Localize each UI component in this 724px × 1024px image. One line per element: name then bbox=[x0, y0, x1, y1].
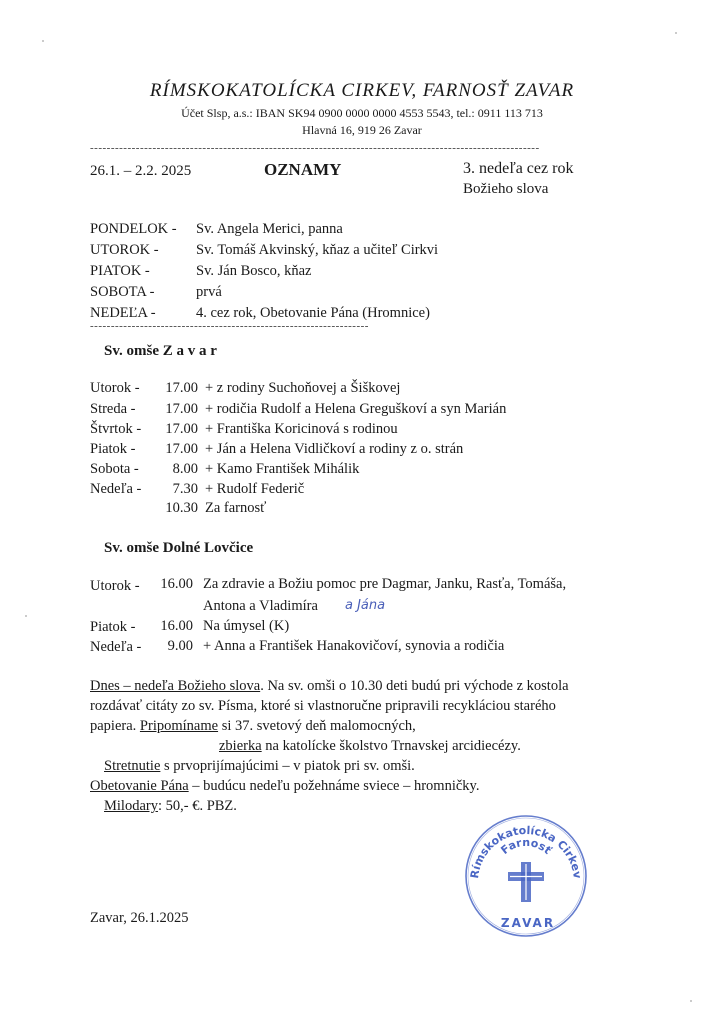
mass-day: Streda - bbox=[90, 401, 136, 417]
notice-line bbox=[90, 678, 569, 695]
mass-intention: Na úmysel (K) bbox=[203, 618, 290, 634]
mass-intention: + Anna a František Hanakovičoví, synovia a rodičia bbox=[203, 638, 505, 654]
notice-keyword: Pripomíname bbox=[139, 718, 219, 734]
mass-intention: + Františka Koricinová s rodinou bbox=[205, 421, 398, 437]
mass-time: 7.30 bbox=[172, 481, 198, 497]
bank-line: Účet Slsp, a.s.: IBAN SK94 0900 0000 0000 4553 5543, tel.: 0911 113 713 bbox=[181, 106, 543, 120]
feasts-separator: ------------------------------------------------------------------- bbox=[90, 320, 369, 332]
feast-day: NEDEĽA - bbox=[90, 305, 156, 321]
feast-text: Sv. Angela Merici, panna bbox=[196, 221, 343, 237]
notice-line bbox=[219, 738, 521, 755]
stamp-inner-text: Farnosť bbox=[498, 835, 554, 857]
document-title: OZNAMY bbox=[264, 160, 342, 179]
date-place: Zavar, 26.1.2025 bbox=[90, 910, 189, 926]
sunday-name: 3. nedeľa cez rok bbox=[463, 160, 574, 177]
notice-text: na katolícke školstvo Trnavskej arcidiecézy. bbox=[261, 738, 521, 754]
notice-line bbox=[90, 718, 416, 735]
mass-day: Nedeľa - bbox=[90, 639, 142, 655]
mass-intention: + rodičia Rudolf a Helena Greguškoví a syn Marián bbox=[205, 401, 507, 417]
notice-keyword: zbierka bbox=[219, 738, 262, 754]
parish-title: RÍMSKOKATOLÍCKA CIRKEV, FARNOSŤ ZAVAR bbox=[149, 80, 575, 101]
scan-speck bbox=[42, 40, 44, 42]
notice-line bbox=[90, 778, 480, 795]
mass-day: Piatok - bbox=[90, 619, 136, 635]
notice-text: – budúcu nedeľu požehnáme sviece – hromničky. bbox=[188, 778, 480, 794]
mass-day: Utorok - bbox=[90, 578, 140, 594]
mass-day: Nedeľa - bbox=[90, 481, 142, 497]
feast-day: PIATOK - bbox=[90, 263, 150, 279]
mass-intention: + Ján a Helena Vidličkoví a rodiny z o. strán bbox=[205, 441, 464, 457]
stamp-arc-text: Rímskokatolícka Cirkev bbox=[468, 823, 584, 880]
mass-day: Utorok - bbox=[90, 380, 140, 396]
header-separator: ------------------------------------------------------------------------------------------------------------ bbox=[90, 142, 540, 154]
feast-text: prvá bbox=[196, 284, 222, 300]
scan-speck bbox=[690, 1000, 692, 1002]
sunday-subtitle: Božieho slova bbox=[463, 181, 549, 197]
mass-intention-continued: Antona a Vladimíra bbox=[203, 598, 318, 614]
feast-text: Sv. Tomáš Akvinský, kňaz a učiteľ Cirkvi bbox=[196, 242, 439, 258]
scan-speck bbox=[25, 615, 27, 617]
handwritten-addition: a Jána bbox=[345, 598, 386, 613]
mass-time: 9.00 bbox=[167, 638, 193, 654]
notice-line bbox=[104, 758, 415, 775]
notice-text: : 50,- €. PBZ. bbox=[157, 798, 237, 814]
mass-intention: Za farnosť bbox=[205, 500, 267, 516]
scan-speck bbox=[675, 32, 677, 34]
notice-text: papiera. bbox=[90, 718, 140, 734]
mass-day: Sobota - bbox=[90, 461, 139, 477]
mass-time: 17.00 bbox=[165, 421, 198, 437]
feast-text: 4. cez rok, Obetovanie Pána (Hromnice) bbox=[196, 305, 430, 321]
feast-day: SOBOTA - bbox=[90, 284, 155, 300]
mass-intention: + Kamo František Mihálik bbox=[205, 461, 360, 477]
notice-keyword: Dnes – nedeľa Božieho slova bbox=[90, 678, 261, 694]
mass-intention: + z rodiny Suchoňovej a Šiškovej bbox=[205, 380, 401, 396]
mass-intention: Za zdravie a Božiu pomoc pre Dagmar, Janku, Rasťa, Tomáša, bbox=[203, 576, 567, 592]
mass-time: 17.00 bbox=[165, 380, 198, 396]
notice-keyword: Milodary bbox=[104, 798, 158, 814]
notice-text: s prvoprijímajúcimi – v piatok pri sv. omši. bbox=[160, 758, 415, 774]
notice-line bbox=[104, 798, 237, 815]
feast-text: Sv. Ján Bosco, kňaz bbox=[196, 263, 312, 279]
zavar-masses-heading: Sv. omše Z a v a r bbox=[104, 343, 217, 359]
feast-day: UTOROK - bbox=[90, 242, 159, 258]
lovcice-masses-heading: Sv. omše Dolné Lovčice bbox=[104, 540, 254, 556]
mass-day: Piatok - bbox=[90, 441, 136, 457]
parish-stamp bbox=[462, 812, 590, 940]
mass-intention: + Rudolf Federič bbox=[205, 481, 305, 497]
stamp-bottom-text: ZAVAR bbox=[500, 916, 556, 930]
mass-time: 10.30 bbox=[165, 500, 198, 516]
mass-time: 16.00 bbox=[160, 618, 193, 634]
date-range: 26.1. – 2.2. 2025 bbox=[90, 163, 192, 179]
notice-text: . Na sv. omši o 10.30 deti budú pri východe z kostola bbox=[260, 678, 569, 694]
notice-keyword: Stretnutie bbox=[104, 758, 161, 774]
notice-text: si 37. svetový deň malomocných, bbox=[218, 718, 416, 734]
notice-line: rozdávať citáty zo sv. Písma, ktoré si vlastnoručne pripravili recykláciou starého bbox=[90, 698, 556, 714]
address-line: Hlavná 16, 919 26 Zavar bbox=[302, 123, 422, 137]
mass-day: Štvrtok - bbox=[90, 421, 142, 437]
mass-time: 17.00 bbox=[165, 441, 198, 457]
mass-time: 16.00 bbox=[160, 576, 193, 592]
feast-day: PONDELOK - bbox=[90, 221, 177, 237]
mass-time: 8.00 bbox=[172, 461, 198, 477]
mass-time: 17.00 bbox=[165, 401, 198, 417]
cross-icon bbox=[508, 862, 544, 902]
notice-keyword: Obetovanie Pána bbox=[90, 778, 189, 794]
